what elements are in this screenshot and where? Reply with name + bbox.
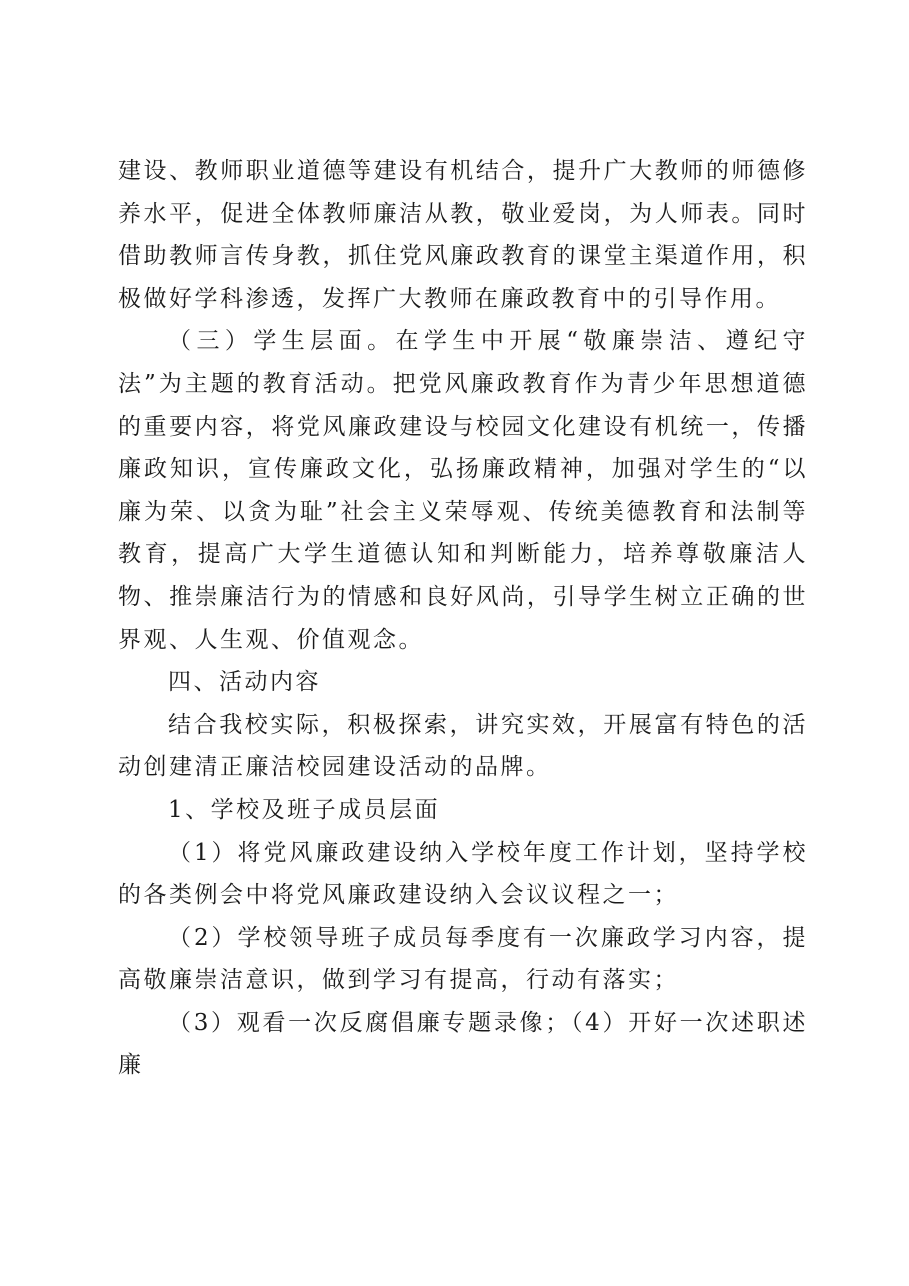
- paragraph-student-level: （三）学生层面。在学生中开展“敬廉崇洁、遵纪守法”为主题的教育活动。把党风廉政教育作为青少年思想道德的重要内容，将党风廉政建设与校园文化建设有机统一，传播廉政知识，宣传廉政文化，弘扬廉政精神，加强对学生的“以廉为荣、以贪为耻”社会主义荣辱观、传统美德教育和法制等教育，提高广大学生道德认知和判断能力，培养尊敬廉洁人物、推崇廉洁行为的情感和良好风尚，引导学生树立正确的世界观、人生观、价值观念。: [118, 328, 808, 653]
- paragraph-teacher-ethics: 建设、教师职业道德等建设有机结合，提升广大教师的师德修养水平，促进全体教师廉洁从教，敬业爱岗，为人师表。同时借助教师言传身教，抓住党风廉政教育的课堂主渠道作用，积极做好学科渗透，发挥广大教师在廉政教育中的引导作用。: [118, 158, 808, 312]
- list-item-2: （2）学校领导班子成员每季度有一次廉政学习内容，提高敬廉崇洁意识，做到学习有提高，行动有落实；: [118, 924, 808, 994]
- section-heading-activity-content: 四、活动内容: [168, 669, 321, 696]
- list-item-1: （1）将党风廉政建设纳入学校年度工作计划，坚持学校的各类例会中将党风廉政建设纳入会议议程之一；: [118, 839, 808, 909]
- document-body: [118, 150, 808, 1087]
- list-item-3-4: （3）观看一次反腐倡廉专题录像；（4）开好一次述职述廉: [118, 1009, 808, 1079]
- subheading-school-leadership: 1、学校及班子成员层面: [168, 796, 441, 823]
- paragraph-activity-intro: 结合我校实际，积极探索，讲究实效，开展富有特色的活动创建清正廉洁校园建设活动的品牌。: [118, 711, 808, 781]
